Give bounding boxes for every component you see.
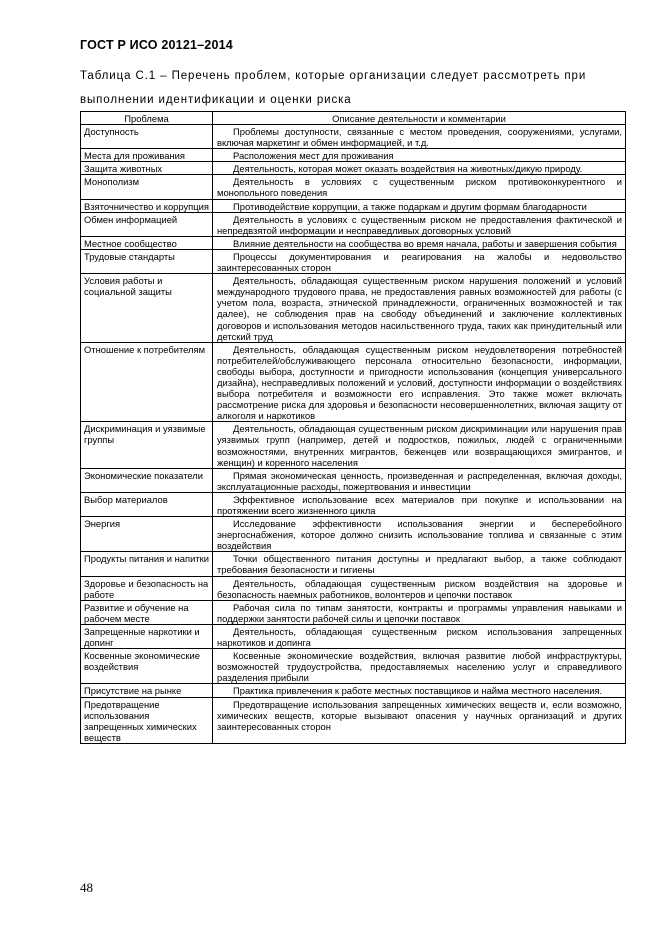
description-text: Практика привлечения к работе местных поставщиков и найма местного населения. <box>233 685 603 697</box>
problem-cell: Обмен информацией <box>81 212 213 236</box>
description-cell <box>213 624 626 648</box>
problem-cell: Местное сообщество <box>81 236 213 249</box>
description-cell <box>213 422 626 468</box>
column-header-problem: Проблема <box>81 112 213 125</box>
table-row <box>81 576 626 600</box>
table-row <box>81 199 626 212</box>
problem-cell: Экономические показатели <box>81 468 213 492</box>
description-cell <box>213 684 626 697</box>
description-text: Противодействие коррупции, а также подаркам и другим формам благодарности <box>233 200 587 212</box>
problem-cell: Отношение к потребителям <box>81 342 213 422</box>
description-text: Прямая экономическая ценность, произведенная и распределенная, включая доходы, эксплуатационные расходы, пожертвования и инвестиции <box>217 469 622 492</box>
description-cell <box>213 649 626 684</box>
problem-cell: Условия работы и социальной защиты <box>81 274 213 343</box>
description-text: Рабочая сила по типам занятости, контракты и программы управления навыками и поддержки занятости рабочей силы и цепочки поставок <box>217 601 622 624</box>
description-cell <box>213 236 626 249</box>
description-text: Деятельность в условиях с существенным риском противоконкурентного и монопольного поведения <box>217 176 622 199</box>
description-cell <box>213 162 626 175</box>
description-text: Деятельность, обладающая существенным риском нарушения положений и условий международного трудового права, не предоставления равных возможностей для работы (с учетом пола, возраста, этнической принадлежности, ограниченных возможностей и так далее), не соблюдения прав на свободу объединений и заключение коллективных договоров и использования методов насильственного труда, таких как принудительный или детский труд <box>217 275 622 342</box>
description-text: Исследование эффективности использования энергии и бесперебойного энергоснабжения, которое должно снизить использование топлива и связанные с этим воздействия <box>217 518 622 552</box>
problem-cell: Выбор материалов <box>81 492 213 516</box>
problem-cell: Доступность <box>81 125 213 149</box>
table-row <box>81 149 626 162</box>
table-row <box>81 684 626 697</box>
problem-cell: Дискриминация и уязвимые группы <box>81 422 213 468</box>
table-row <box>81 162 626 175</box>
table-row <box>81 236 626 249</box>
description-cell <box>213 175 626 199</box>
description-cell <box>213 517 626 552</box>
problem-cell: Монополизм <box>81 175 213 199</box>
description-cell <box>213 468 626 492</box>
table-row <box>81 249 626 273</box>
description-cell <box>213 600 626 624</box>
problem-cell: Предотвращение использования запрещенных химических веществ <box>81 697 213 743</box>
table-body <box>81 125 626 744</box>
table-row <box>81 468 626 492</box>
description-text: Влияние деятельности на сообщества во время начала, работы и завершения события <box>233 237 617 249</box>
description-cell <box>213 149 626 162</box>
problem-cell: Энергия <box>81 517 213 552</box>
table-row <box>81 552 626 576</box>
table-row <box>81 600 626 624</box>
document-header: ГОСТ Р ИСО 20121–2014 <box>80 38 233 52</box>
description-text: Деятельность, обладающая существенным риском использования запрещенных наркотиков и допинга <box>217 625 622 649</box>
problem-cell: Присутствие на рынке <box>81 684 213 697</box>
table-row <box>81 492 626 516</box>
issues-table <box>80 111 626 744</box>
description-text: Деятельность, обладающая существенным риском неудовлетворения потребностей потребителей/обслуживающего персонала относительно безопасности, информации, свободы выбора, доступности и пригодности использования (концепция универсального дизайна), несправедливых положений и условий, доступности информации о воздействиях выбора потребителя и возможности его исправления. Это также может включать рассмотрение риска для здоровья и безопасности несовершеннолетних, включая защиту от алкоголя и наркотиков <box>217 343 622 422</box>
description-cell <box>213 576 626 600</box>
description-text: Проблемы доступности, связанные с местом проведения, сооружениями, услугами, включая маркетинг и обмен информацией, и т.д. <box>217 126 622 149</box>
table-row <box>81 274 626 343</box>
table-row <box>81 517 626 552</box>
problem-cell: Здоровье и безопасность на работе <box>81 576 213 600</box>
problem-cell: Взяточничество и коррупция <box>81 199 213 212</box>
table-row <box>81 422 626 468</box>
page-number: 48 <box>80 880 93 895</box>
table-row <box>81 125 626 149</box>
description-text: Деятельность, обладающая существенным риском дискриминации или нарушения прав уязвимых групп (например, детей и подростков, пожилых, людей с ограниченными возможностями, внутренних мигрантов, беженцев или возвращающихся эмигрантов, и женщин) и коренного населения <box>217 423 622 468</box>
problem-cell: Места для проживания <box>81 149 213 162</box>
table-row <box>81 175 626 199</box>
description-text: Деятельность в условиях с существенным риском не предоставления фактической и непредвзятой информации и несправедливых договорных условий <box>217 213 622 236</box>
table-header-row <box>81 112 626 125</box>
description-cell <box>213 212 626 236</box>
description-cell <box>213 492 626 516</box>
table-caption: Таблица С.1 – Перечень проблем, которые организации следует рассмотреть при выполнении идентификации и оценки риска <box>80 70 587 106</box>
description-text: Косвенные экономические воздействия, включая развитие любой инфраструктуры, возможностей трудоустройства, предоставляемых населению услуг и справедливого разделения прибыли <box>217 650 622 684</box>
description-text: Предотвращение использования запрещенных химических веществ и, если возможно, химических веществ, которые вызывают опасения у научных организаций и других заинтересованных сторон <box>217 698 622 732</box>
description-text: Деятельность, которая может оказать воздействия на животных/дикую природу. <box>233 163 583 175</box>
description-text: Точки общественного питания доступны и предлагают выбор, а также соблюдают требования безопасности и гигиены <box>217 553 622 576</box>
description-text: Процессы документирования и реагирования на жалобы и недовольство заинтересованных сторон <box>217 250 622 274</box>
table-row <box>81 624 626 648</box>
table-row <box>81 697 626 743</box>
description-text: Эффективное использование всех материалов при покупке и использовании на протяжении всего жизненного цикла <box>217 493 622 516</box>
description-cell <box>213 697 626 743</box>
problem-cell: Защита животных <box>81 162 213 175</box>
description-cell <box>213 552 626 576</box>
problem-cell: Развитие и обучение на рабочем месте <box>81 600 213 624</box>
description-cell <box>213 199 626 212</box>
problem-cell: Продукты питания и напитки <box>81 552 213 576</box>
column-header-description: Описание деятельности и комментарии <box>213 112 626 125</box>
description-cell <box>213 342 626 422</box>
description-text: Деятельность, обладающая существенным риском воздействия на здоровье и безопасность наемных работников, волонтеров и цепочки поставок <box>217 577 622 600</box>
problem-cell: Косвенные экономические воздействия <box>81 649 213 684</box>
description-cell <box>213 249 626 273</box>
description-cell <box>213 274 626 343</box>
table-row <box>81 649 626 684</box>
problem-cell: Запрещенные наркотики и допинг <box>81 624 213 648</box>
table-row <box>81 342 626 422</box>
problem-cell: Трудовые стандарты <box>81 249 213 273</box>
table-row <box>81 212 626 236</box>
description-text: Расположения мест для проживания <box>233 150 394 162</box>
description-cell <box>213 125 626 149</box>
